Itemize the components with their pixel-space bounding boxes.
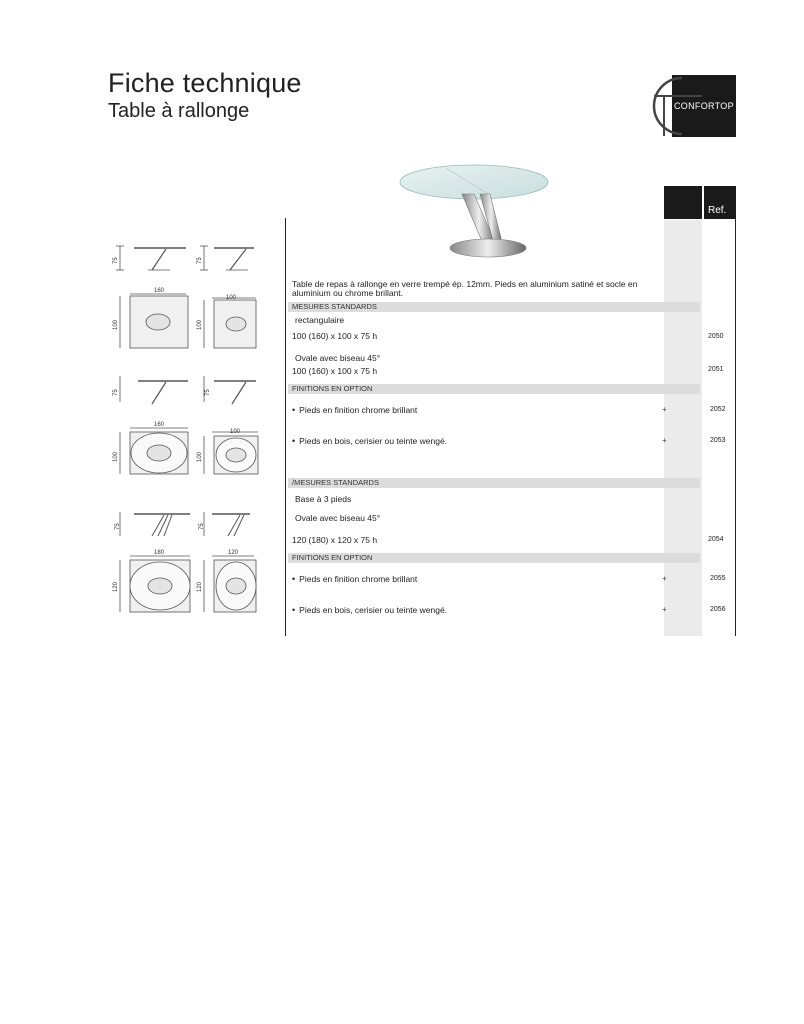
ref-2050: 2050 — [708, 333, 724, 340]
section-bar-mesures: MESURES STANDARDS — [288, 302, 700, 312]
dim-120: 120 — [197, 581, 203, 592]
option-plus: + — [662, 605, 667, 614]
option-plus: + — [662, 405, 667, 414]
dim-75: 75 — [205, 389, 211, 396]
option-plus: + — [662, 574, 667, 583]
dim-100: 100 — [197, 451, 203, 462]
oval-label: Ovale avec biseau 45° — [295, 353, 381, 363]
dim-120: 120 — [113, 581, 119, 592]
product-description: Table de repas à rallonge en verre trempé ép. 12mm. Pieds en aluminium satiné et socle en aluminium ou chrome brillant. — [292, 279, 638, 298]
dim-75: 75 — [197, 257, 203, 264]
option-wood-2: • Pieds en bois, cerisier ou teinte wengé. — [292, 605, 447, 615]
dims-2: 120 (180) x 120 x 75 h — [292, 535, 378, 545]
dim-160: 160 — [154, 288, 165, 294]
section-bar-finitions: FINITIONS EN OPTION — [288, 384, 700, 394]
dim-75: 75 — [115, 523, 121, 530]
dim-100: 100 — [226, 295, 237, 301]
ref-2055: 2055 — [710, 575, 726, 582]
option-plus: + — [662, 436, 667, 445]
dim-120: 120 — [228, 550, 239, 556]
dim-100: 100 — [113, 451, 119, 462]
ref-2056: 2056 — [710, 606, 726, 613]
ref-2054: 2054 — [708, 536, 724, 543]
technical-drawings — [108, 236, 278, 621]
page-title: Fiche technique — [108, 68, 302, 98]
dim-75: 75 — [113, 257, 119, 264]
dim-160: 160 — [154, 422, 165, 428]
section-bar-finitions-2: FINITIONS EN OPTION — [288, 553, 700, 563]
table-right-border — [735, 218, 736, 636]
option-wood: • Pieds en bois, cerisier ou teinte wengé. — [292, 436, 447, 446]
rect-label: rectangulaire — [295, 315, 345, 325]
price-column — [664, 220, 702, 636]
brand-name: CONFORTOP — [674, 101, 734, 111]
base-label: Base à 3 pieds — [295, 494, 352, 504]
table-left-border — [285, 218, 286, 636]
ref-2051: 2051 — [708, 366, 724, 373]
option-chrome: • Pieds en finition chrome brillant — [292, 405, 417, 415]
option-chrome-2: • Pieds en finition chrome brillant — [292, 574, 417, 584]
column-header-blank — [664, 186, 702, 219]
dim-100: 100 — [113, 319, 119, 330]
dim-75: 75 — [199, 523, 205, 530]
oval-label-2: Ovale avec biseau 45° — [295, 513, 381, 523]
oval-dims: 100 (160) x 100 x 75 h — [292, 366, 378, 376]
ref-column-label: Ref. — [708, 205, 727, 216]
dim-100: 100 — [230, 429, 241, 435]
section-bar-mesures-2: /MESURES STANDARDS — [288, 478, 700, 488]
dim-100: 100 — [197, 319, 203, 330]
page-subtitle: Table à rallonge — [108, 100, 250, 122]
rect-dims: 100 (160) x 100 x 75 h — [292, 331, 378, 341]
dim-75: 75 — [113, 389, 119, 396]
ref-2052: 2052 — [710, 406, 726, 413]
ref-2053: 2053 — [710, 437, 726, 444]
dim-180: 180 — [154, 550, 165, 556]
table-product-image — [398, 160, 550, 264]
